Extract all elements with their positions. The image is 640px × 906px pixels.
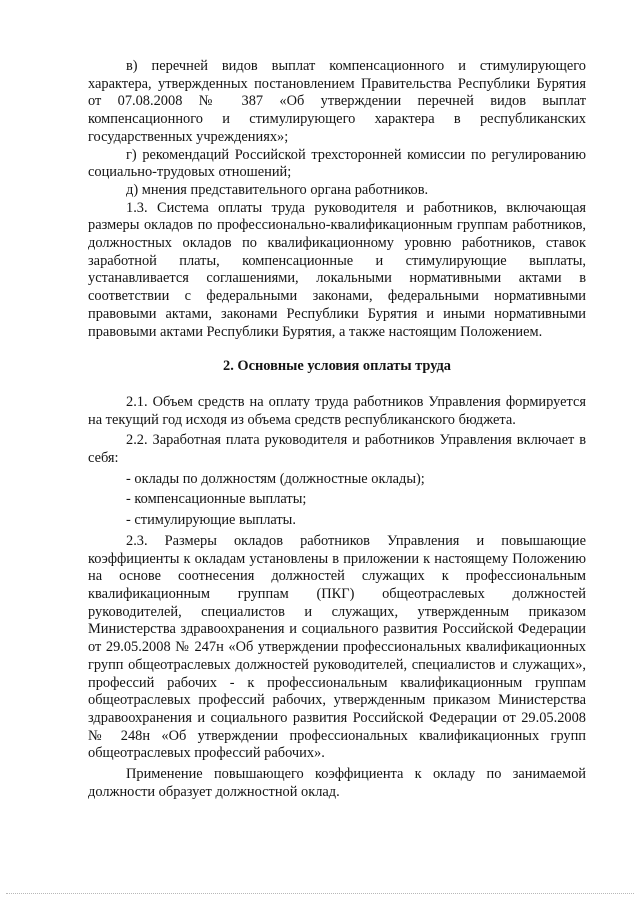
paragraph-1-3: 1.3. Система оплаты труда руководителя и работников, включающая размеры окладов по профессионально-квалификационным группам работников, должностных окладов по квалификационному уровню работников, ставок заработной платы, компенсационные и стимулирующие выплаты, устанавливается соглашениями, локальными нормативными актами в соответствии с федеральными законами, федеральными нормативными правовыми актами, законами Республики Бурятия и иными нормативными правовыми актами Республики Бурятия, а также настоящим Положением.: [88, 199, 586, 340]
document-page: [88, 58, 586, 801]
paragraph-item-g: г) рекомендаций Российской трехсторонней комиссии по регулированию социально-трудовых отношений;: [88, 146, 586, 181]
section-heading: 2. Основные условия оплаты труда: [223, 358, 451, 375]
list-item: - стимулирующие выплаты.: [126, 512, 296, 529]
paragraph-2-3: 2.3. Размеры окладов работников Управления и повышающие коэффициенты к окладам установлены в приложении к настоящему Положению на основе соотнесения должностей служащих к профессиональным квалификационным группам (ПКГ) общеотраслевых должностей руководителей, специалистов и служащих, утвержденным приказом Министерства здравоохранения и социального развития Российской Федерации от 29.05.2008 № 247н «Об утверждении профессиональных квалификационных групп общеотраслевых должностей руководителей, специалистов и служащих», профессий рабочих - к профессиональным квалификационным группам общеотраслевых профессий рабочих, утвержденным приказом Министерства здравоохранения и социального развития Российской Федерации от 29.05.2008 № 248н «Об утверждении профессиональных квалификационных групп общеотраслевых профессий рабочих».: [88, 532, 586, 762]
paragraph-item-d: д) мнения представительного органа работников.: [126, 181, 429, 198]
list-item: - оклады по должностям (должностные оклады);: [126, 470, 425, 487]
paragraph-2-2: 2.2. Заработная плата руководителя и работников Управления включает в себя:: [88, 432, 586, 467]
scan-edge-rule: [6, 893, 634, 894]
paragraph-item-v: в) перечней видов выплат компенсационного и стимулирующего характера, утвержденных постановлением Правительства Республики Бурятия от 07.08.2008 № 387 «Об утверждении перечней видов выплат компенсационного и стимулирующего характера в республиканских государственных учреждениях»;: [88, 58, 586, 145]
list-item: - компенсационные выплаты;: [126, 491, 307, 508]
paragraph-final: Применение повышающего коэффициента к окладу по занимаемой должности образует должностной оклад.: [88, 766, 586, 800]
paragraph-2-1: 2.1. Объем средств на оплату труда работников Управления формируется на текущий год исходя из объема средств республиканского бюджета.: [88, 393, 586, 428]
